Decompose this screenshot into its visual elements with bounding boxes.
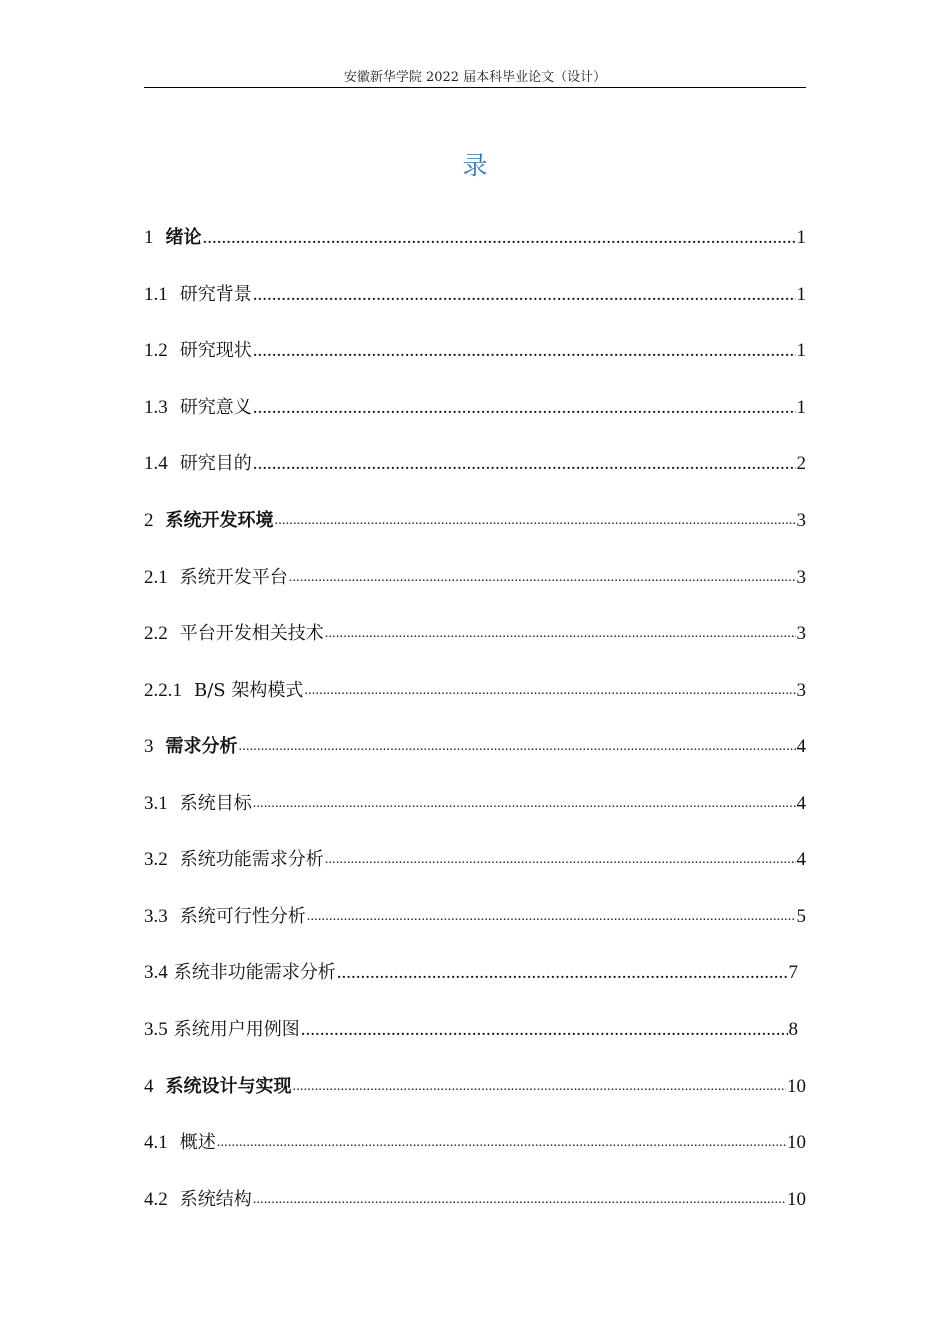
toc-entry-number: 1.1 [144,284,168,305]
toc-dot-leader [304,677,795,705]
toc-entry-title: 系统目标 [179,793,252,814]
toc-title: 录 [462,151,488,180]
toc-entry-title: 研究背景 [179,284,252,305]
toc-entry-number: 2.2 [144,623,168,644]
toc-dot-leader [325,846,796,874]
toc-entry-title: 系统功能需求分析 [179,849,324,870]
toc-entry-title: 研究目的 [179,453,252,474]
toc-entry-page: 5 [796,906,806,927]
toc-entry-page: 10 [787,1132,806,1153]
toc-entry-number: 3 [144,736,154,757]
toc-entry-number: 1 [144,227,154,248]
toc-entry-number: 3.4 [144,962,168,983]
table-of-contents [144,0,806,1344]
toc-dot-leader [253,450,796,478]
toc-dot-leader [253,1186,786,1214]
toc-entry[interactable] [144,281,806,309]
toc-entry-title: 系统设计与实现 [165,1076,292,1097]
toc-entry[interactable] [144,224,806,252]
toc-entry[interactable] [144,564,806,592]
toc-entry-title: 需求分析 [165,736,238,757]
toc-entry[interactable] [144,394,806,422]
toc-entry-title: 系统用户用例图 [173,1019,300,1040]
toc-entry-page: 10 [787,1076,806,1097]
running-header: 安徽新华学院 2022 届本科毕业论文（设计） [343,70,607,85]
toc-dot-leader [253,394,796,422]
toc-entry-title: 研究现状 [179,340,252,361]
toc-entry-title: 概述 [179,1132,216,1153]
toc-entry-page: 8 [788,1019,798,1040]
toc-entry[interactable] [144,1129,806,1157]
toc-entry[interactable] [144,790,806,818]
toc-dot-leader [203,224,796,252]
toc-entry-page: 1 [796,284,806,305]
toc-entry-page: 4 [796,849,806,870]
toc-entry-number: 4 [144,1076,154,1097]
toc-dot-leader [253,281,796,309]
toc-entry-page: 3 [796,623,806,644]
toc-entry-title: 系统开发环境 [165,510,274,531]
toc-dot-leader [253,337,796,365]
toc-entry[interactable] [144,677,806,705]
toc-dot-leader [325,620,796,648]
toc-entry-page: 10 [787,1189,806,1210]
toc-entry-title: 系统可行性分析 [179,906,306,927]
toc-entry-title: 系统结构 [179,1189,252,1210]
toc-dot-leader [337,959,788,987]
toc-entry[interactable] [144,903,806,931]
toc-entry[interactable] [144,1186,806,1214]
toc-entry-number: 3.1 [144,793,168,814]
toc-entry-number: 4.2 [144,1189,168,1210]
toc-entry[interactable] [144,846,806,874]
toc-entry[interactable] [144,959,798,987]
toc-entry-page: 3 [796,680,806,701]
toc-entry-page: 2 [796,453,806,474]
toc-entry-title: 平台开发相关技术 [179,623,324,644]
toc-entry-number: 1.3 [144,397,168,418]
toc-entry[interactable] [144,1073,806,1101]
toc-entry-title: 系统非功能需求分析 [173,962,336,983]
toc-entry-page: 1 [796,340,806,361]
toc-entry-page: 4 [796,793,806,814]
toc-entry-number: 1.2 [144,340,168,361]
toc-entry-page: 1 [796,397,806,418]
toc-entry[interactable] [144,733,806,761]
toc-entry-page: 7 [788,962,798,983]
toc-entry-page: 4 [796,736,806,757]
toc-entry-number: 2 [144,510,154,531]
toc-entry-number: 2.2.1 [144,680,182,701]
toc-entry-title: 研究意义 [179,397,252,418]
toc-entry-page: 3 [796,567,806,588]
toc-dot-leader [289,564,796,592]
toc-dot-leader [293,1073,787,1101]
toc-entry-title: B/S 架构模式 [194,680,304,701]
toc-entry[interactable] [144,507,806,535]
toc-entry-title: 系统开发平台 [179,567,288,588]
toc-entry-page: 3 [796,510,806,531]
toc-entry-number: 3.2 [144,849,168,870]
toc-entry-number: 2.1 [144,567,168,588]
toc-entry-page: 1 [796,227,806,248]
toc-dot-leader [307,903,796,931]
toc-dot-leader [253,790,796,818]
toc-entry-title: 绪论 [165,227,202,248]
toc-dot-leader [239,733,796,761]
toc-entry[interactable] [144,620,806,648]
toc-entry[interactable] [144,337,806,365]
toc-entry-number: 4.1 [144,1132,168,1153]
toc-dot-leader [217,1129,786,1157]
toc-entry-number: 3.5 [144,1019,168,1040]
toc-dot-leader [301,1016,788,1044]
toc-entry[interactable] [144,450,806,478]
toc-entry-number: 3.3 [144,906,168,927]
toc-dot-leader [275,507,796,535]
toc-entry[interactable] [144,1016,798,1044]
toc-entry-number: 1.4 [144,453,168,474]
